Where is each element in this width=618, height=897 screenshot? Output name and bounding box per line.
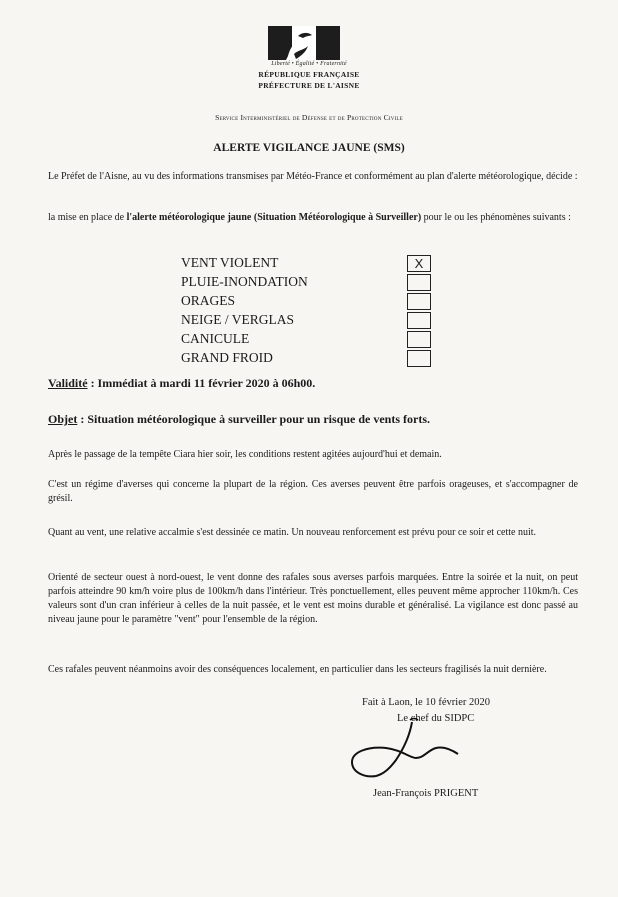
intro-paragraph: Le Préfet de l'Aisne, au vu des informations transmises par Météo-France et conformément au plan d'alerte météorologique, décide :	[48, 171, 578, 182]
subject-label: Objet	[48, 412, 78, 426]
phenomenon-checkbox	[407, 331, 431, 348]
phenomenon-label: NEIGE / VERGLAS	[181, 312, 294, 327]
decision-alert-type: l'alerte météorologique jaune (Situation Météorologique à Surveiller)	[126, 212, 422, 223]
prefecture-name: PRÉFECTURE DE L'AISNE	[258, 81, 360, 90]
phenomenon-checkbox: X	[407, 255, 431, 272]
signer-role: Le chef du SIDPC	[397, 713, 475, 724]
body-paragraph: Après le passage de la tempête Ciara hier soir, les conditions restent agitées aujourd'hui et demain.	[48, 449, 442, 460]
service-heading: Service Interministériel de Défense et de Protection Civile	[215, 113, 403, 122]
validity-line	[48, 376, 315, 391]
subject-line	[48, 412, 430, 427]
republic-motto: Liberté • Égalité • Fraternité	[271, 61, 347, 67]
handwritten-signature-icon	[340, 714, 470, 784]
validity-text: : Immédiat à mardi 11 février 2020 à 06h00.	[87, 376, 316, 390]
place-date: Fait à Laon, le 10 février 2020	[362, 697, 490, 708]
validity-label: Validité	[48, 376, 88, 390]
subject-text: : Situation météorologique à surveiller pour un risque de vents forts.	[77, 412, 430, 426]
body-paragraph: Orienté de secteur ouest à nord-ouest, le vent donne des rafales sous averses parfois marquées. Entre la soirée et la nuit, on peut parfois atteindre 90 km/h voire plus de 100km/h dans l'intérieur. Très ponctuellement, elles peuvent même approcher 110km/h. Ces valeurs sont d'un cran inférieur à celles de la nuit passée, et le vent est moins durable et généralisé. La vigilance est donc passé au niveau jaune pour le paramètre "vent" pour l'ensemble de la région.	[48, 572, 578, 625]
phenomenon-checkbox	[407, 293, 431, 310]
phenomenon-checkbox	[407, 274, 431, 291]
decision-text-start: la mise en place de	[48, 212, 127, 223]
phenomenon-label: ORAGES	[181, 293, 236, 308]
signer-name: Jean-François PRIGENT	[373, 788, 479, 799]
phenomenon-label: GRAND FROID	[181, 350, 273, 365]
phenomenon-label: PLUIE-INONDATION	[181, 274, 308, 289]
phenomenon-checkbox	[407, 350, 431, 367]
body-paragraph: Ces rafales peuvent néanmoins avoir des conséquences localement, en particulier dans les secteurs fragilisés la nuit dernière.	[48, 664, 547, 675]
body-paragraph: C'est un régime d'averses qui concerne la plupart de la région. Ces averses peuvent être parfois orageuses, et s'accompagner de grésil.	[48, 479, 578, 504]
phenomenon-label: CANICULE	[181, 331, 250, 346]
phenomenon-checkbox	[407, 312, 431, 329]
republic-name: RÉPUBLIQUE FRANÇAISE	[258, 70, 360, 79]
marianne-logo-icon	[268, 26, 340, 60]
phenomenon-label: VENT VIOLENT	[181, 255, 279, 270]
alert-title: ALERTE VIGILANCE JAUNE (SMS)	[213, 142, 405, 154]
decision-text-end: pour le ou les phénomènes suivants :	[421, 212, 571, 223]
decision-paragraph	[48, 211, 578, 225]
body-paragraph: Quant au vent, une relative accalmie s'est dessinée ce matin. Un nouveau renforcement est prévu pour ce soir et cette nuit.	[48, 527, 536, 538]
